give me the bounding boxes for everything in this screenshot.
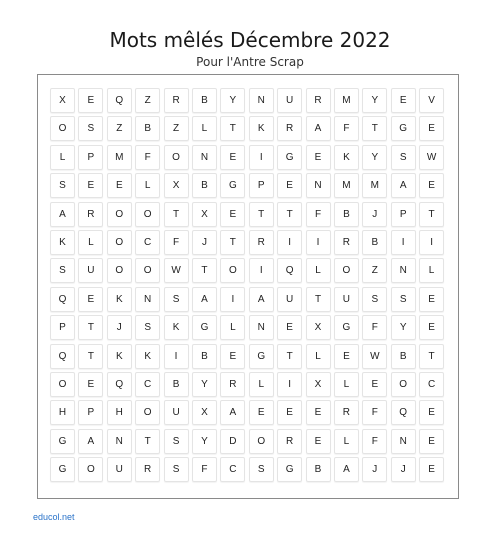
grid-cell-r11-c4[interactable]: C xyxy=(135,372,160,397)
grid-cell-r13-c12[interactable]: F xyxy=(362,429,387,454)
grid-cell-r7-c10[interactable]: L xyxy=(306,258,331,283)
grid-cell-r4-c2[interactable]: E xyxy=(78,173,103,198)
grid-cell-r3-c11[interactable]: K xyxy=(334,145,359,170)
grid-cell-r13-c9[interactable]: R xyxy=(277,429,302,454)
grid-cell-r10-c11[interactable]: E xyxy=(334,344,359,369)
grid-cell-r2-c1[interactable]: O xyxy=(50,116,75,141)
grid-cell-r3-c7[interactable]: E xyxy=(220,145,245,170)
grid-cell-r8-c4[interactable]: N xyxy=(135,287,160,312)
grid-cell-r11-c13[interactable]: O xyxy=(391,372,416,397)
grid-cell-r4-c11[interactable]: M xyxy=(334,173,359,198)
grid-cell-r8-c10[interactable]: T xyxy=(306,287,331,312)
grid-cell-r13-c14[interactable]: E xyxy=(419,429,444,454)
grid-cell-r12-c13[interactable]: Q xyxy=(391,400,416,425)
grid-cell-r12-c5[interactable]: U xyxy=(164,400,189,425)
grid-cell-r12-c8[interactable]: E xyxy=(249,400,274,425)
grid-cell-r1-c1[interactable]: X xyxy=(50,88,75,113)
grid-cell-r10-c2[interactable]: T xyxy=(78,344,103,369)
grid-cell-r2-c2[interactable]: S xyxy=(78,116,103,141)
grid-cell-r13-c13[interactable]: N xyxy=(391,429,416,454)
grid-cell-r8-c9[interactable]: U xyxy=(277,287,302,312)
grid-cell-r13-c1[interactable]: G xyxy=(50,429,75,454)
grid-cell-r11-c2[interactable]: E xyxy=(78,372,103,397)
grid-cell-r1-c11[interactable]: M xyxy=(334,88,359,113)
grid-cell-r7-c7[interactable]: O xyxy=(220,258,245,283)
grid-cell-r11-c10[interactable]: X xyxy=(306,372,331,397)
grid-cell-r4-c8[interactable]: P xyxy=(249,173,274,198)
grid-cell-r8-c12[interactable]: S xyxy=(362,287,387,312)
grid-cell-r9-c8[interactable]: N xyxy=(249,315,274,340)
grid-cell-r2-c4[interactable]: B xyxy=(135,116,160,141)
grid-cell-r2-c5[interactable]: Z xyxy=(164,116,189,141)
grid-cell-r14-c1[interactable]: G xyxy=(50,457,75,482)
grid-cell-r13-c3[interactable]: N xyxy=(107,429,132,454)
grid-cell-r5-c6[interactable]: X xyxy=(192,202,217,227)
grid-cell-r2-c11[interactable]: F xyxy=(334,116,359,141)
grid-cell-r5-c1[interactable]: A xyxy=(50,202,75,227)
grid-cell-r2-c14[interactable]: E xyxy=(419,116,444,141)
grid-cell-r1-c4[interactable]: Z xyxy=(135,88,160,113)
grid-cell-r2-c3[interactable]: Z xyxy=(107,116,132,141)
grid-cell-r5-c11[interactable]: B xyxy=(334,202,359,227)
grid-cell-r12-c4[interactable]: O xyxy=(135,400,160,425)
grid-cell-r6-c3[interactable]: O xyxy=(107,230,132,255)
grid-cell-r12-c10[interactable]: E xyxy=(306,400,331,425)
grid-cell-r3-c10[interactable]: E xyxy=(306,145,331,170)
grid-cell-r6-c8[interactable]: R xyxy=(249,230,274,255)
grid-cell-r10-c12[interactable]: W xyxy=(362,344,387,369)
grid-cell-r8-c11[interactable]: U xyxy=(334,287,359,312)
grid-cell-r14-c2[interactable]: O xyxy=(78,457,103,482)
grid-cell-r11-c6[interactable]: Y xyxy=(192,372,217,397)
grid-cell-r10-c14[interactable]: T xyxy=(419,344,444,369)
grid-cell-r3-c6[interactable]: N xyxy=(192,145,217,170)
grid-cell-r6-c5[interactable]: F xyxy=(164,230,189,255)
grid-cell-r14-c9[interactable]: G xyxy=(277,457,302,482)
grid-cell-r14-c3[interactable]: U xyxy=(107,457,132,482)
grid-cell-r6-c1[interactable]: K xyxy=(50,230,75,255)
grid-cell-r2-c9[interactable]: R xyxy=(277,116,302,141)
grid-cell-r1-c13[interactable]: E xyxy=(391,88,416,113)
grid-cell-r9-c14[interactable]: E xyxy=(419,315,444,340)
grid-cell-r13-c7[interactable]: D xyxy=(220,429,245,454)
grid-cell-r10-c1[interactable]: Q xyxy=(50,344,75,369)
grid-cell-r13-c4[interactable]: T xyxy=(135,429,160,454)
grid-cell-r8-c5[interactable]: S xyxy=(164,287,189,312)
grid-cell-r7-c13[interactable]: N xyxy=(391,258,416,283)
grid-cell-r8-c6[interactable]: A xyxy=(192,287,217,312)
grid-cell-r14-c10[interactable]: B xyxy=(306,457,331,482)
grid-cell-r1-c10[interactable]: R xyxy=(306,88,331,113)
puzzle-subtitle: Pour l'Antre Scrap xyxy=(196,55,304,69)
grid-cell-r7-c3[interactable]: O xyxy=(107,258,132,283)
grid-cell-r14-c12[interactable]: J xyxy=(362,457,387,482)
grid-cell-r10-c5[interactable]: I xyxy=(164,344,189,369)
grid-cell-r7-c4[interactable]: O xyxy=(135,258,160,283)
grid-cell-r6-c14[interactable]: I xyxy=(419,230,444,255)
grid-cell-r5-c3[interactable]: O xyxy=(107,202,132,227)
grid-cell-r5-c10[interactable]: F xyxy=(306,202,331,227)
grid-cell-r3-c4[interactable]: F xyxy=(135,145,160,170)
grid-cell-r4-c10[interactable]: N xyxy=(306,173,331,198)
grid-cell-r4-c14[interactable]: E xyxy=(419,173,444,198)
grid-cell-r3-c3[interactable]: M xyxy=(107,145,132,170)
grid-cell-r11-c11[interactable]: L xyxy=(334,372,359,397)
grid-cell-r6-c12[interactable]: B xyxy=(362,230,387,255)
grid-cell-r7-c5[interactable]: W xyxy=(164,258,189,283)
grid-cell-r1-c7[interactable]: Y xyxy=(220,88,245,113)
puzzle-title: Mots mêlés Décembre 2022 xyxy=(109,28,391,52)
grid-cell-r4-c7[interactable]: G xyxy=(220,173,245,198)
grid-cell-r4-c12[interactable]: M xyxy=(362,173,387,198)
grid-cell-r12-c9[interactable]: E xyxy=(277,400,302,425)
grid-cell-r12-c1[interactable]: H xyxy=(50,400,75,425)
grid-cell-r14-c14[interactable]: E xyxy=(419,457,444,482)
grid-cell-r1-c8[interactable]: N xyxy=(249,88,274,113)
grid-cell-r4-c1[interactable]: S xyxy=(50,173,75,198)
grid-cell-r1-c6[interactable]: B xyxy=(192,88,217,113)
grid-cell-r9-c3[interactable]: J xyxy=(107,315,132,340)
grid-cell-r7-c14[interactable]: L xyxy=(419,258,444,283)
grid-cell-r8-c14[interactable]: E xyxy=(419,287,444,312)
grid-cell-r14-c7[interactable]: C xyxy=(220,457,245,482)
grid-cell-r4-c5[interactable]: X xyxy=(164,173,189,198)
grid-cell-r10-c9[interactable]: T xyxy=(277,344,302,369)
grid-cell-r2-c6[interactable]: L xyxy=(192,116,217,141)
grid-cell-r14-c11[interactable]: A xyxy=(334,457,359,482)
grid-cell-r7-c8[interactable]: I xyxy=(249,258,274,283)
grid-cell-r3-c8[interactable]: I xyxy=(249,145,274,170)
site-credit: educol.net xyxy=(33,512,75,522)
grid-cell-r4-c6[interactable]: B xyxy=(192,173,217,198)
grid-cell-r7-c12[interactable]: Z xyxy=(362,258,387,283)
grid-cell-r11-c8[interactable]: L xyxy=(249,372,274,397)
grid-cell-r1-c5[interactable]: R xyxy=(164,88,189,113)
grid-cell-r6-c13[interactable]: I xyxy=(391,230,416,255)
grid-cell-r9-c10[interactable]: X xyxy=(306,315,331,340)
grid-cell-r4-c13[interactable]: A xyxy=(391,173,416,198)
grid-cell-r9-c11[interactable]: G xyxy=(334,315,359,340)
grid-cell-r10-c7[interactable]: E xyxy=(220,344,245,369)
grid-cell-r2-c10[interactable]: A xyxy=(306,116,331,141)
grid-cell-r6-c9[interactable]: I xyxy=(277,230,302,255)
grid-cell-r11-c7[interactable]: R xyxy=(220,372,245,397)
grid-cell-r3-c1[interactable]: L xyxy=(50,145,75,170)
grid-cell-r5-c13[interactable]: P xyxy=(391,202,416,227)
grid-cell-r13-c11[interactable]: L xyxy=(334,429,359,454)
grid-cell-r1-c3[interactable]: Q xyxy=(107,88,132,113)
grid-cell-r6-c11[interactable]: R xyxy=(334,230,359,255)
grid-cell-r12-c11[interactable]: R xyxy=(334,400,359,425)
grid-cell-r10-c6[interactable]: B xyxy=(192,344,217,369)
grid-cell-r5-c5[interactable]: T xyxy=(164,202,189,227)
grid-cell-r6-c10[interactable]: I xyxy=(306,230,331,255)
grid-cell-r12-c2[interactable]: P xyxy=(78,400,103,425)
grid-cell-r8-c1[interactable]: Q xyxy=(50,287,75,312)
grid-cell-r9-c9[interactable]: E xyxy=(277,315,302,340)
grid-cell-r9-c7[interactable]: L xyxy=(220,315,245,340)
grid-cell-r6-c4[interactable]: C xyxy=(135,230,160,255)
grid-cell-r12-c12[interactable]: F xyxy=(362,400,387,425)
grid-cell-r2-c12[interactable]: T xyxy=(362,116,387,141)
grid-cell-r14-c5[interactable]: S xyxy=(164,457,189,482)
grid-cell-r9-c5[interactable]: K xyxy=(164,315,189,340)
grid-cell-r7-c6[interactable]: T xyxy=(192,258,217,283)
grid-cell-r8-c13[interactable]: S xyxy=(391,287,416,312)
grid-cell-r11-c12[interactable]: E xyxy=(362,372,387,397)
grid-cell-r14-c13[interactable]: J xyxy=(391,457,416,482)
grid-cell-r5-c7[interactable]: E xyxy=(220,202,245,227)
grid-cell-r5-c8[interactable]: T xyxy=(249,202,274,227)
grid-cell-r8-c3[interactable]: K xyxy=(107,287,132,312)
grid-cell-r11-c9[interactable]: I xyxy=(277,372,302,397)
grid-cell-r10-c3[interactable]: K xyxy=(107,344,132,369)
grid-cell-r2-c13[interactable]: G xyxy=(391,116,416,141)
grid-cell-r8-c2[interactable]: E xyxy=(78,287,103,312)
grid-cell-r6-c2[interactable]: L xyxy=(78,230,103,255)
grid-cell-r13-c8[interactable]: O xyxy=(249,429,274,454)
letter-grid xyxy=(50,88,444,482)
grid-cell-r10-c13[interactable]: B xyxy=(391,344,416,369)
grid-cell-r3-c2[interactable]: P xyxy=(78,145,103,170)
grid-cell-r14-c8[interactable]: S xyxy=(249,457,274,482)
grid-cell-r4-c4[interactable]: L xyxy=(135,173,160,198)
grid-cell-r2-c7[interactable]: T xyxy=(220,116,245,141)
grid-cell-r13-c5[interactable]: S xyxy=(164,429,189,454)
grid-cell-r5-c14[interactable]: T xyxy=(419,202,444,227)
grid-cell-r10-c10[interactable]: L xyxy=(306,344,331,369)
grid-cell-r8-c8[interactable]: A xyxy=(249,287,274,312)
grid-cell-r7-c1[interactable]: S xyxy=(50,258,75,283)
grid-cell-r6-c7[interactable]: T xyxy=(220,230,245,255)
grid-cell-r9-c2[interactable]: T xyxy=(78,315,103,340)
grid-cell-r11-c14[interactable]: C xyxy=(419,372,444,397)
grid-cell-r5-c2[interactable]: R xyxy=(78,202,103,227)
grid-cell-r13-c10[interactable]: E xyxy=(306,429,331,454)
grid-cell-r1-c14[interactable]: V xyxy=(419,88,444,113)
grid-cell-r9-c13[interactable]: Y xyxy=(391,315,416,340)
grid-cell-r12-c3[interactable]: H xyxy=(107,400,132,425)
grid-cell-r3-c12[interactable]: Y xyxy=(362,145,387,170)
grid-cell-r7-c2[interactable]: U xyxy=(78,258,103,283)
grid-cell-r7-c9[interactable]: Q xyxy=(277,258,302,283)
grid-cell-r9-c4[interactable]: S xyxy=(135,315,160,340)
grid-cell-r12-c6[interactable]: X xyxy=(192,400,217,425)
grid-cell-r13-c6[interactable]: Y xyxy=(192,429,217,454)
grid-cell-r9-c6[interactable]: G xyxy=(192,315,217,340)
grid-cell-r4-c3[interactable]: E xyxy=(107,173,132,198)
grid-cell-r10-c8[interactable]: G xyxy=(249,344,274,369)
grid-cell-r12-c7[interactable]: A xyxy=(220,400,245,425)
grid-cell-r14-c4[interactable]: R xyxy=(135,457,160,482)
grid-cell-r11-c5[interactable]: B xyxy=(164,372,189,397)
grid-cell-r8-c7[interactable]: I xyxy=(220,287,245,312)
grid-cell-r9-c1[interactable]: P xyxy=(50,315,75,340)
grid-cell-r10-c4[interactable]: K xyxy=(135,344,160,369)
grid-cell-r7-c11[interactable]: O xyxy=(334,258,359,283)
grid-cell-r1-c12[interactable]: Y xyxy=(362,88,387,113)
grid-cell-r4-c9[interactable]: E xyxy=(277,173,302,198)
grid-cell-r12-c14[interactable]: E xyxy=(419,400,444,425)
grid-cell-r6-c6[interactable]: J xyxy=(192,230,217,255)
grid-cell-r14-c6[interactable]: F xyxy=(192,457,217,482)
grid-cell-r5-c9[interactable]: T xyxy=(277,202,302,227)
grid-cell-r3-c9[interactable]: G xyxy=(277,145,302,170)
grid-cell-r1-c9[interactable]: U xyxy=(277,88,302,113)
grid-cell-r11-c1[interactable]: O xyxy=(50,372,75,397)
grid-cell-r13-c2[interactable]: A xyxy=(78,429,103,454)
grid-cell-r3-c14[interactable]: W xyxy=(419,145,444,170)
grid-cell-r1-c2[interactable]: E xyxy=(78,88,103,113)
grid-cell-r11-c3[interactable]: Q xyxy=(107,372,132,397)
grid-cell-r3-c5[interactable]: O xyxy=(164,145,189,170)
grid-cell-r3-c13[interactable]: S xyxy=(391,145,416,170)
grid-cell-r5-c4[interactable]: O xyxy=(135,202,160,227)
grid-cell-r5-c12[interactable]: J xyxy=(362,202,387,227)
grid-cell-r2-c8[interactable]: K xyxy=(249,116,274,141)
grid-cell-r9-c12[interactable]: F xyxy=(362,315,387,340)
